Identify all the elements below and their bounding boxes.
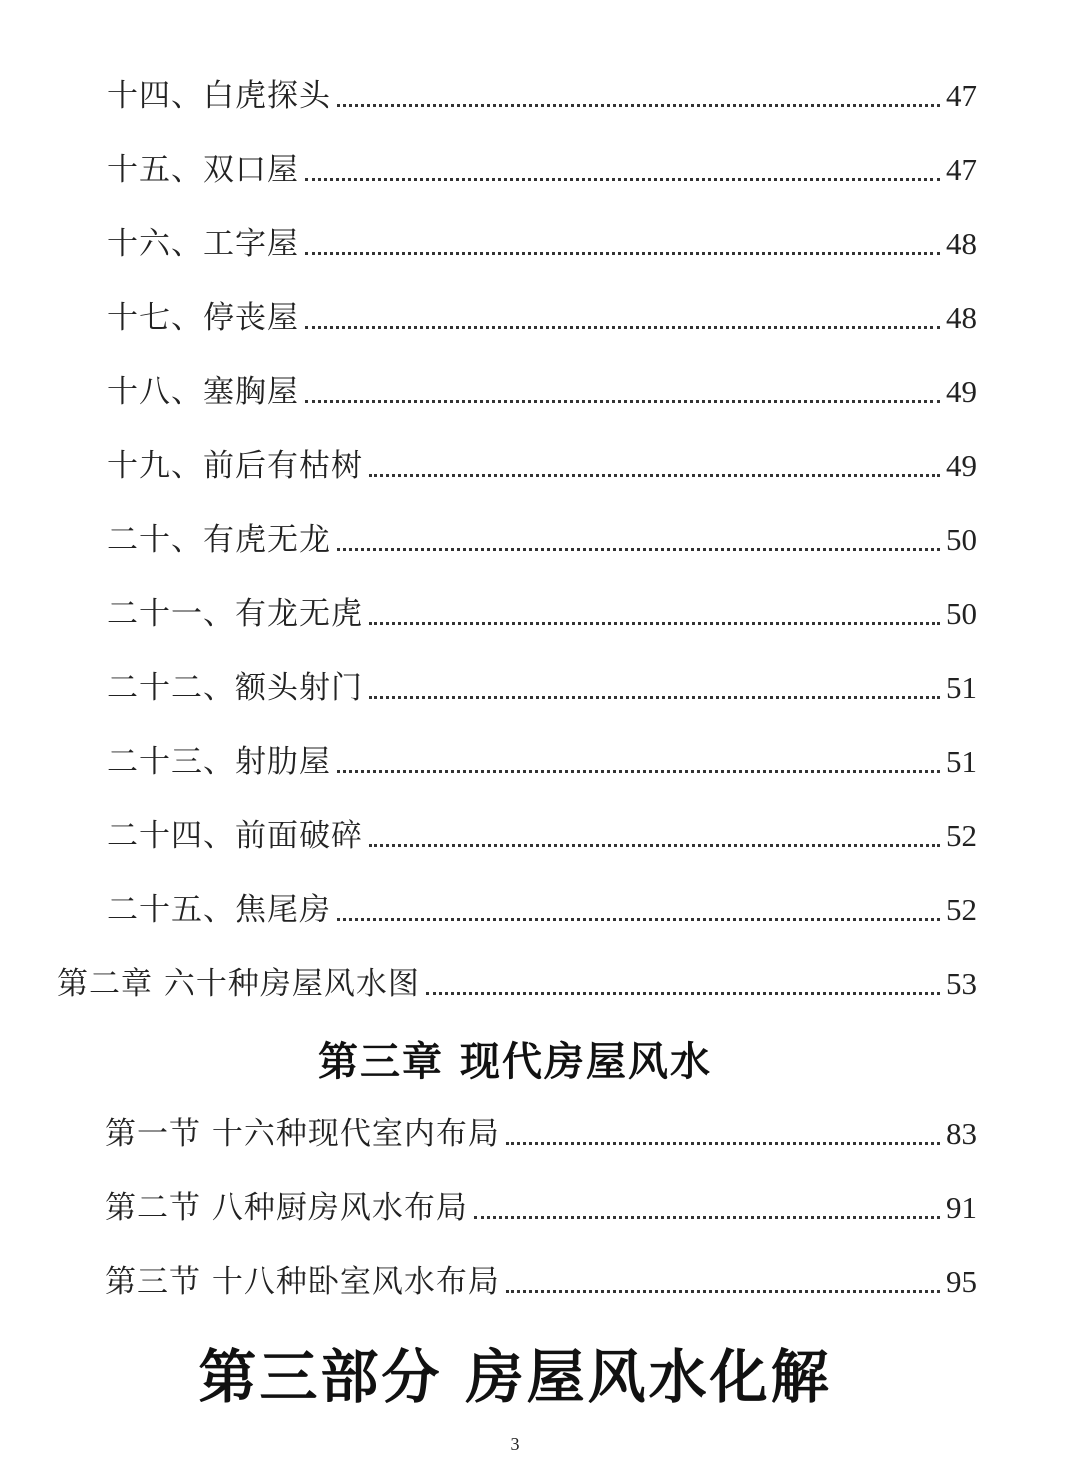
chapter-two-label: 第二章 六十种房屋风水图 bbox=[57, 966, 420, 1002]
toc-row bbox=[107, 294, 977, 338]
toc-entry-label: 十七、停丧屋 bbox=[107, 300, 299, 336]
toc-entry-label: 十九、前后有枯树 bbox=[107, 448, 363, 484]
section-page: 83 bbox=[946, 1116, 977, 1151]
toc-row bbox=[107, 220, 977, 264]
toc-entry-page: 52 bbox=[946, 892, 977, 927]
dot-leader bbox=[337, 103, 940, 107]
chapter-two-page: 53 bbox=[946, 966, 977, 1001]
dot-leader bbox=[506, 1289, 940, 1293]
section-row bbox=[105, 1258, 977, 1302]
toc-row bbox=[107, 812, 977, 856]
toc-row bbox=[107, 886, 977, 930]
section-row bbox=[105, 1184, 977, 1228]
dot-leader bbox=[369, 843, 940, 847]
toc-entry-page: 49 bbox=[946, 374, 977, 409]
dot-leader bbox=[369, 695, 940, 699]
chapter-three-heading: 第三章 现代房屋风水 bbox=[318, 1039, 712, 1085]
section-page: 91 bbox=[946, 1190, 977, 1225]
toc-entry-label: 二十四、前面破碎 bbox=[107, 818, 363, 854]
section-label: 第一节 十六种现代室内布局 bbox=[105, 1116, 500, 1152]
section-label: 第三节 十八种卧室风水布局 bbox=[105, 1264, 500, 1300]
page-number: 3 bbox=[510, 1434, 520, 1454]
toc-entry-page: 51 bbox=[946, 670, 977, 705]
section-label: 第二节 八种厨房风水布局 bbox=[105, 1190, 468, 1226]
dot-leader bbox=[506, 1141, 940, 1145]
toc-row bbox=[107, 590, 977, 634]
toc-entry-page: 52 bbox=[946, 818, 977, 853]
toc-row bbox=[107, 442, 977, 486]
toc-entry-label: 二十五、焦尾房 bbox=[107, 892, 331, 928]
toc-row bbox=[107, 664, 977, 708]
toc-entry-label: 二十、有虎无龙 bbox=[107, 522, 331, 558]
toc-row bbox=[107, 738, 977, 782]
chapter-two-row bbox=[57, 960, 977, 1004]
toc-entry-page: 50 bbox=[946, 522, 977, 557]
dot-leader bbox=[369, 473, 940, 477]
toc-entry-label: 十八、塞胸屋 bbox=[107, 374, 299, 410]
toc-entry-page: 47 bbox=[946, 78, 977, 113]
toc-entry-page: 48 bbox=[946, 226, 977, 261]
dot-leader bbox=[305, 177, 940, 181]
toc-row bbox=[107, 146, 977, 190]
toc-entry-page: 48 bbox=[946, 300, 977, 335]
toc-entry-page: 51 bbox=[946, 744, 977, 779]
section-row bbox=[105, 1110, 977, 1154]
toc-entry-label: 二十一、有龙无虎 bbox=[107, 596, 363, 632]
dot-leader bbox=[337, 769, 940, 773]
section-page: 95 bbox=[946, 1264, 977, 1299]
toc-entry-label: 十五、双口屋 bbox=[107, 152, 299, 188]
dot-leader bbox=[474, 1215, 940, 1219]
dot-leader bbox=[337, 917, 940, 921]
dot-leader bbox=[305, 399, 940, 403]
dot-leader bbox=[337, 547, 940, 551]
dot-leader bbox=[305, 251, 940, 255]
toc-entry-page: 49 bbox=[946, 448, 977, 483]
toc-entry-page: 47 bbox=[946, 152, 977, 187]
toc-entry-label: 十六、工字屋 bbox=[107, 226, 299, 262]
toc-entry-label: 二十三、射肋屋 bbox=[107, 744, 331, 780]
toc-row bbox=[107, 72, 977, 116]
toc-entry-label: 十四、白虎探头 bbox=[107, 78, 331, 114]
part-three-heading: 第三部分 房屋风水化解 bbox=[198, 1343, 832, 1411]
toc-row bbox=[107, 516, 977, 560]
dot-leader bbox=[305, 325, 940, 329]
toc-entry-label: 二十二、额头射门 bbox=[107, 670, 363, 706]
dot-leader bbox=[369, 621, 940, 625]
toc-entry-page: 50 bbox=[946, 596, 977, 631]
dot-leader bbox=[426, 991, 940, 995]
toc-row bbox=[107, 368, 977, 412]
